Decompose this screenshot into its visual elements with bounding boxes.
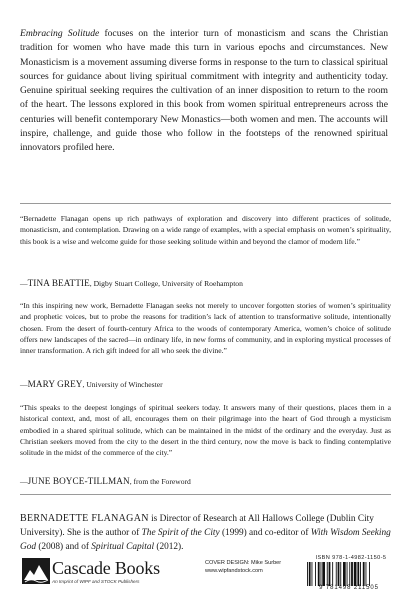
- endorser-affiliation: , University of Winchester: [82, 380, 163, 389]
- barcode-digits: 9 781498 211505: [319, 585, 379, 591]
- divider-bottom: [20, 494, 391, 495]
- attribution-dash: —: [20, 477, 28, 486]
- bio-text: (1999) and co-editor of: [219, 528, 311, 538]
- barcode-icon: [306, 562, 392, 586]
- endorser-name: TINA BEATTIE: [27, 278, 90, 288]
- book-description-text: focuses on the interior turn of monasticism and scans the Christian tradition for women who have made this turn in various epochs and circumstances. New Monasticism is a movement assuming diverse forms in response to the turn to classical spiritual sources for guidance about living spiritual commitment with integrity and authenticity today. Genuine spiritual seeking requires the cultivation of an inner disposition to return to the room of the heart. The lessons explored in this book from women spiritual entrepreneurs across the centuries will benefit contemporary New Monastics—both women and men. The accounts will inspire, challenge, and guide those who follow in the footsteps of the renowned spiritual innovators profiled here.: [20, 28, 388, 154]
- author-bio: [20, 512, 391, 554]
- attribution-dash: —: [20, 279, 28, 288]
- publisher-name: Cascade Books: [52, 558, 160, 578]
- endorser-affiliation: , from the Foreword: [129, 477, 191, 486]
- cascade-books-logo-icon: [22, 558, 50, 584]
- cover-credits: [205, 559, 305, 575]
- attribution-dash: —: [20, 380, 28, 389]
- bio-text: is Director of Research at All Hallows College (Dublin City University). She is the author of: [20, 514, 374, 538]
- endorser-affiliation: , Digby Stuart College, University of Roehampton: [89, 279, 243, 288]
- endorser-name: MARY GREY: [27, 379, 83, 389]
- book-title-italic: Spiritual Capital: [91, 542, 155, 552]
- book-title-italic: Embracing Solitude: [20, 28, 100, 39]
- isbn-label: ISBN 978-1-4982-1150-5: [315, 555, 387, 561]
- publisher-tagline: An Imprint of WIPF and STOCK Publishers: [52, 579, 140, 584]
- author-name: BERNADETTE FLANAGAN: [20, 513, 149, 524]
- endorsement-attribution: [20, 476, 391, 487]
- publisher-website: www.wipfandstock.com: [205, 568, 263, 574]
- endorser-name: JUNE BOYCE-TILLMAN: [27, 476, 130, 486]
- endorsement-quote: “This speaks to the deepest longings of spiritual seekers today. It answers many of their questions, places them in a historical context, and, most of all, encourages them on their pilgrimage into the heart of God through a mysticism embodied in a shared spiritual solitude, which can be maintained in the midst of the ordinary and the everyday. Just as Christian seekers moved from the city to the desert in the third century, now the move is back to finding contemplative solitude in the midst of the commerce of the city.”: [20, 403, 391, 458]
- bio-text: (2008) and of: [36, 542, 92, 552]
- endorsement-attribution: [20, 379, 391, 390]
- endorsement-attribution: [20, 278, 391, 289]
- book-description: [20, 27, 388, 156]
- endorsement-quote: “In this inspiring new work, Bernadette Flanagan seeks not merely to uncover forgotten stories of women’s spirituality and prophetic voices, but to probe the reasons for tradition’s lack of attention to transformative solitude, intentionally chosen. From the desert of fourth-century Africa to the woods of contemporary America, women’s choice of solitude offers new landscapes of the sacred—in ordinary life, in new forms of community, and in exploring mystical processes of inner transformation. A rich gift indeed for all who seek the divine.”: [20, 301, 391, 356]
- cover-design-credit: COVER DESIGN: Mike Surber: [205, 560, 282, 566]
- divider-top: [20, 203, 391, 204]
- endorsement-quote: “Bernadette Flanagan opens up rich pathways of exploration and discovery into different practices of solitude, monasticism, and contemplation. Drawing on a wide range of examples, with a special emphasis on women’s spirituality, this book is a wise and welcome guide for those seeking solitude within and beyond the clamor of modern life.”: [20, 214, 391, 246]
- book-title-italic: The Spirit of the City: [141, 528, 220, 538]
- bio-text: (2012).: [154, 542, 184, 552]
- book-title-italic: With Wisdom Seeking God: [20, 528, 391, 552]
- publisher-logo: [22, 558, 184, 590]
